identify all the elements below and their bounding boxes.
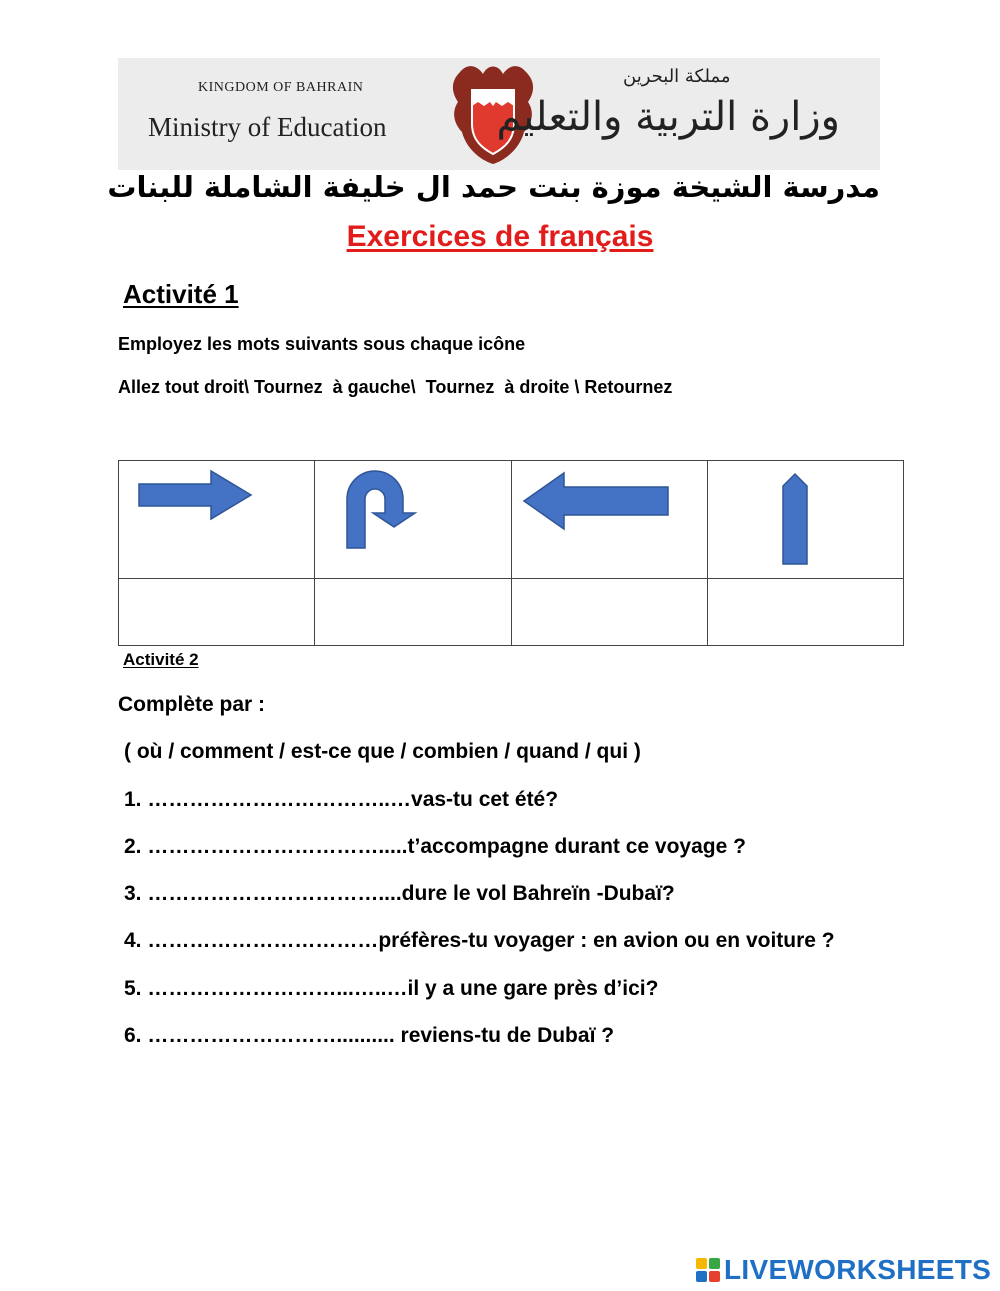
activity-1-instruction: Employez les mots suivants sous chaque icône xyxy=(118,334,526,354)
liveworksheets-mark-icon xyxy=(696,1258,722,1284)
question-line[interactable]: 6. ……………………….......... reviens-tu de Dubaï ? xyxy=(124,1024,615,1047)
liveworksheets-wordmark: LIVEWORKSHEETS xyxy=(724,1254,992,1285)
kingdom-ar-text: مملكة البحرين xyxy=(623,66,731,87)
answer-cell[interactable] xyxy=(511,579,707,646)
question-line[interactable]: 1. ……………………………..…vas-tu cet été? xyxy=(124,788,559,811)
icon-cell xyxy=(119,461,315,579)
arrow-up-icon xyxy=(708,461,904,578)
answer-cell[interactable] xyxy=(119,579,315,646)
activity-2-prompt: Complète par : xyxy=(118,693,266,716)
icon-cell xyxy=(707,461,903,579)
activity-2-heading: Activité 2 xyxy=(123,650,199,669)
arrow-left-icon xyxy=(512,461,708,578)
activity-1-heading: Activité 1 xyxy=(123,279,239,309)
ministry-banner xyxy=(118,58,880,170)
question-line[interactable]: 5. ………………………...…..…il y a une gare près d’ici? xyxy=(124,977,659,1000)
activity-1-word-list: Allez tout droit\ Tournez à gauche\ Tournez à droite \ Retournez xyxy=(118,377,673,397)
kingdom-en-text: KINGDOM OF BAHRAIN xyxy=(198,80,364,95)
page-title: Exercices de français xyxy=(346,220,654,253)
answer-cell[interactable] xyxy=(707,579,903,646)
question-line[interactable]: 4. ……………………………préfères-tu voyager : en avion ou en voiture ? xyxy=(124,929,835,952)
arrow-right-icon xyxy=(119,461,315,578)
question-line[interactable]: 2. …………………………….....t’accompagne durant ce voyage ? xyxy=(124,835,746,858)
answer-cell[interactable] xyxy=(315,579,511,646)
ministry-ar-text: وزارة التربية والتعليم xyxy=(496,94,840,140)
icon-cell xyxy=(315,461,511,579)
icon-cell xyxy=(511,461,707,579)
ministry-en-text: Ministry of Education xyxy=(148,112,387,142)
u-turn-icon xyxy=(315,461,511,578)
liveworksheets-logo xyxy=(696,1253,996,1287)
question-line[interactable]: 3. ……………………………....dure le vol Bahreïn -Dubaï? xyxy=(124,882,675,905)
activity-2-word-bank: ( où / comment / est-ce que / combien / quand / qui ) xyxy=(124,740,641,763)
direction-icons-table xyxy=(118,460,904,646)
school-name: مدرسة الشيخة موزة بنت حمد ال خليفة الشاملة للبنات xyxy=(107,170,880,204)
